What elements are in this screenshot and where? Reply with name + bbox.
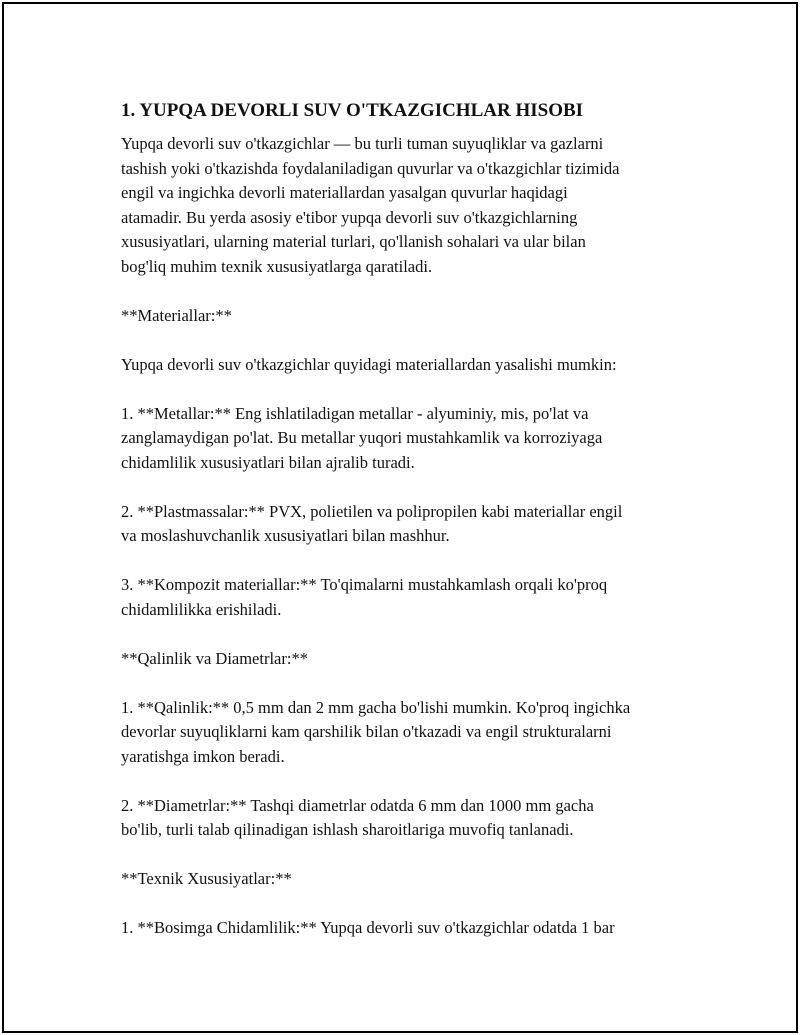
thickness-diameter-heading: **Qalinlik va Diametrlar:** — [121, 648, 308, 668]
materials-heading: **Materiallar:** — [121, 305, 232, 325]
materials-intro-paragraph: Yupqa devorli suv o'tkazgichlar quyidagi materiallardan yasalishi mumkin: — [121, 354, 617, 374]
metals-paragraph: 1. **Metallar:** Eng ishlatiladigan metallar - alyuminiy, mis, po'lat va zanglamaydigan po'lat. Bu metallar yuqori mustahkamlik va korroziyaga chidamlilik xususiyatlari bilan ajralib turadi. — [121, 403, 603, 472]
pressure-resistance-paragraph: 1. **Bosimga Chidamlilik:** Yupqa devorli suv o'tkazgichlar odatda 1 bar — [121, 918, 615, 937]
plastics-paragraph: 2. **Plastmassalar:** PVX, polietilen va polipropilen kabi materiallar engil va moslashuvchanlik xususiyatlari bilan mashhur. — [121, 501, 623, 545]
diameters-paragraph: 2. **Diametrlar:** Tashqi diametrlar odatda 6 mm dan 1000 mm gacha bo'lib, turli talab qilinadigan ishlash sharoitlariga muvofiq tanlanadi. — [121, 795, 594, 839]
composites-paragraph: 3. **Kompozit materiallar:** To'qimalarni mustahkamlash orqali ko'proq chidamlilikka erishiladi. — [121, 575, 608, 619]
technical-specs-heading: **Texnik Xususiyatlar:** — [121, 869, 292, 888]
document-body — [121, 99, 706, 965]
thickness-paragraph: 1. **Qalinlik:** 0,5 mm dan 2 mm gacha bo'lishi mumkin. Ko'proq ingichka devorlar suyuqliklarni kam qarshilik bilan o'tkazadi va engil strukturalarni yaratishga imkon beradi. — [121, 697, 631, 766]
intro-paragraph: Yupqa devorli suv o'tkazgichlar — bu turli tuman suyuqliklar va gazlarni tashish yoki o'tkazishda foydalaniladigan quvurlar va o'tkazgichlar tizimida engil va ingichka devorli materiallardan yasalgan quvurlar haqidagi atamadir. Bu yerda asosiy e'tibor yupqa devorli suv o'tkazgichlarning xususiyatlari, ularning material turlari, qo'llanish sohalari va ular bilan bog'liq muhim texnik xususiyatlarga qaratiladi. — [121, 134, 620, 276]
page — [2, 2, 798, 1033]
document-title: 1. YUPQA DEVORLI SUV O'TKAZGICHLAR HISOBI — [121, 100, 584, 121]
